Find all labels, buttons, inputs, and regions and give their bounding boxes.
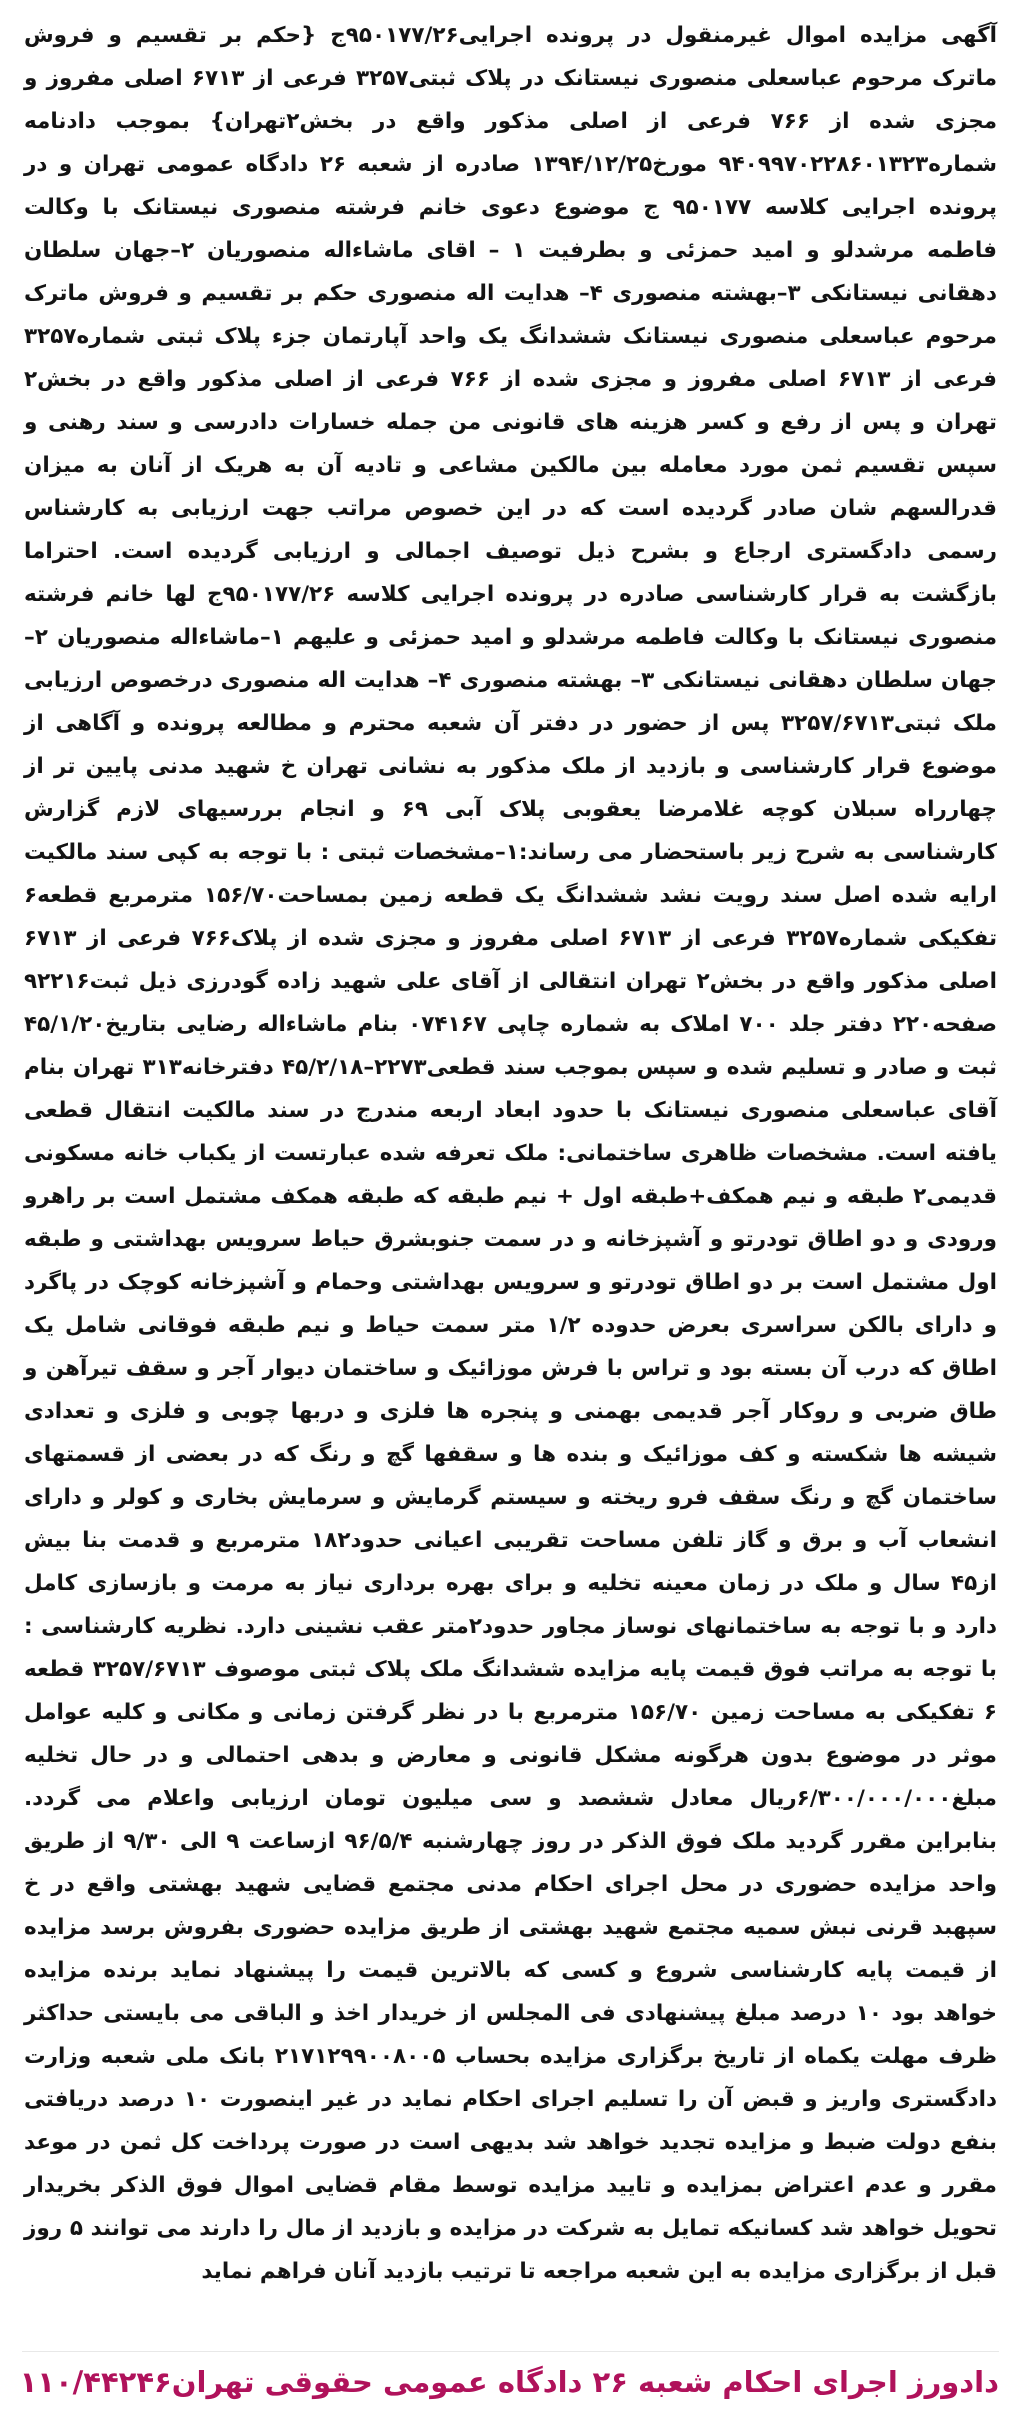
auction-notice	[19, 14, 999, 2410]
signature-row	[19, 2354, 999, 2410]
signature-text: دادورز اجرای احکام شعبه ۲۶ دادگاه عمومی حقوقی تهران	[171, 2365, 999, 2399]
divider	[22, 2351, 999, 2352]
reference-number: ۱۱۰/۴۴۲۴۶	[19, 2365, 172, 2399]
notice-body-text: آگهی مزایده اموال غیرمنقول در پرونده اجرایی۹۵۰۱۷۷/۲۶ج {حکم بر تقسیم و فروش ماترک مرحوم عباسعلی منصوری نیستانک در پلاک ثبتی۳۲۵۷ فرعی از ۶۷۱۳ اصلی مفروز و مجزی شده از ۷۶۶ فرعی از اصلی مذکور واقع در بخش۲تهران} بموجب دادنامه شماره۹۴۰۹۹۷۰۲۲۸۶۰۱۳۲۳ مورخ۱۳۹۴/۱۲/۲۵ صادره از شعبه ۲۶ دادگاه عمومی تهران و در پرونده اجرایی کلاسه ۹۵۰۱۷۷ ج موضوع دعوی خانم فرشته منصوری نیستانک با وکالت فاطمه مرشدلو و امید حمزئی و بطرفیت ۱ – اقای ماشاءاله منصوریان ۲–جهان سلطان دهقانی نیستانکی ۳–بهشته منصوری ۴– هدایت اله منصوری حکم بر تقسیم و فروش ماترک مرحوم عباسعلی منصوری نیستانک ششدانگ یک واحد آپارتمان جزء پلاک ثبتی شماره۳۲۵۷ فرعی از ۶۷۱۳ اصلی مفروز و مجزی شده از ۷۶۶ فرعی از اصلی مذکور واقع در بخش۲ تهران و پس از رفع و کسر هزینه های قانونی من جمله خسارات دادرسی و سند رهنی و سپس تقسیم ثمن مورد معامله بین مالکین مشاعی و تادیه آن به هریک از آنان به میزان قدرالسهم شان صادر گردیده است که در این خصوص مراتب جهت ارزیابی به کارشناس رسمی دادگستری ارجاع و بشرح ذیل توصیف اجمالی و ارزیابی گردیده است. احتراما بازگشت به قرار کارشناسی صادره در پرونده اجرایی کلاسه ۹۵۰۱۷۷/۲۶ج لها خانم فرشته منصوری نیستانک با وکالت فاطمه مرشدلو و امید حمزئی و علیهم ۱–ماشاءاله منصوریان ۲– جهان سلطان دهقانی نیستانکی ۳– بهشته منصوری ۴– هدایت اله منصوری درخصوص ارزیابی ملک ثبتی۳۲۵۷/۶۷۱۳ پس از حضور در دفتر آن شعبه محترم و مطالعه پرونده و آگاهی از موضوع قرار کارشناسی و بازدید از ملک مذکور به نشانی تهران خ شهید مدنی پایین تر از چهارراه سبلان کوچه غلامرضا یعقوبی پلاک آبی ۶۹ و انجام بررسیهای لازم گزارش کارشناسی به شرح زیر باستحضار می رساند:۱–مشخصات ثبتی : با توجه به کپی سند مالکیت ارایه شده اصل سند رویت نشد ششدانگ یک قطعه زمین بمساحت۱۵۶/۷۰ مترمربع قطعه۶ تفکیکی شماره۳۲۵۷ فرعی از ۶۷۱۳ اصلی مفروز و مجزی شده از پلاک۷۶۶ فرعی از ۶۷۱۳ اصلی مذکور واقع در بخش۲ تهران انتقالی از آقای علی شهید زاده گودرزی ذیل ثبت۹۲۲۱۶ صفحه۲۲۰ دفتر جلد ۷۰۰ املاک به شماره چاپی ۰۷۴۱۶۷ بنام ماشاءاله رضایی بتاریخ۴۵/۱/۲۰ ثبت و صادر و تسلیم شده و سپس بموجب سند قطعی۲۲۷۳–۴۵/۲/۱۸ دفترخانه۳۱۳ تهران بنام آقای عباسعلی منصوری نیستانک با حدود ابعاد اربعه مندرج در سند مالکیت انتقال قطعی یافته است. مشخصات ظاهری ساختمانی: ملک تعرفه شده عبارتست از یکباب خانه مسکونی قدیمی۲ طبقه و نیم همکف+طبقه اول + نیم طبقه که طبقه همکف مشتمل است بر راهرو ورودی و دو اطاق تودرتو و آشپزخانه و در سمت جنوبشرق حیاط سرویس بهداشتی و طبقه اول مشتمل است بر دو اطاق تودرتو و سرویس بهداشتی وحمام و آشپزخانه کوچک در پاگرد و دارای بالکن سراسری بعرض حدوده ۱/۲ متر سمت حیاط و نیم طبقه فوقانی شامل یک اطاق که درب آن بسته بود و تراس با فرش موزائیک و ساختمان دیوار آجر و سقف تیرآهن و طاق ضربی و روکار آجر قدیمی بهمنی و پنجره ها فلزی و دربها چوبی و فلزی و تعدادی شیشه ها شکسته و کف موزائیک و بنده ها و سقفها گچ و رنگ که در بعضی از قسمتهای ساختمان گچ و رنگ سقف فرو ریخته و سیستم گرمایش و سرمایش بخاری و کولر و دارای انشعاب آب و برق و گاز تلفن مساحت تقریبی اعیانی حدود۱۸۲ مترمربع و قدمت بنا بیش از۴۵ سال و ملک در زمان معینه تخلیه و برای بهره برداری نیاز به مرمت و بازسازی کامل دارد و با توجه به ساختمانهای نوساز مجاور حدود۲متر عقب نشینی دارد. نظریه کارشناسی : با توجه به مراتب فوق قیمت پایه مزایده ششدانگ ملک پلاک ثبتی موصوف ۳۲۵۷/۶۷۱۳ قطعه ۶ تفکیکی به مساحت زمین ۱۵۶/۷۰ مترمربع با در نظر گرفتن زمانی و مکانی و کلیه عوامل موثر در موضوع بدون هرگونه مشکل قانونی و معارض و بدهی احتمالی و در حال تخلیه مبلغ۶/۳۰۰/۰۰۰/۰۰۰ریال معادل ششصد و سی میلیون تومان ارزیابی واعلام می گردد. بنابراین مقرر گردید ملک فوق الذکر در روز چهارشنبه ۹۶/۵/۴ ازساعت ۹ الی ۹/۳۰ از طریق واحد مزایده حضوری در محل اجرای احکام مدنی مجتمع قضایی شهید بهشتی واقع در خ سپهبد قرنی نبش سمیه مجتمع شهید بهشتی از طریق مزایده حضوری بفروش برسد مزایده از قیمت پایه کارشناسی شروع و کسی که بالاترین قیمت را پیشنهاد نماید برنده مزایده خواهد بود ۱۰ درصد مبلغ پیشنهادی فی المجلس از خریدار اخذ و الباقی می بایستی حداکثر ظرف مهلت یکماه از تاریخ برگزاری مزایده بحساب ۲۱۷۱۲۹۹۰۰۸۰۰۵ بانک ملی شعبه وزارت دادگستری واریز و قبض آن را تسلیم اجرای احکام نماید در غیر اینصورت ۱۰ درصد دریافتی بنفع دولت ضبط و مزایده تجدید خواهد شد بدیهی است در صورت پرداخت کل ثمن در موعد مقرر و عدم اعتراض بمزایده و تایید مزایده توسط مقام قضایی اموال فوق الذکر بخریدار تحویل خواهد شد کسانیکه تمایل به شرکت در مزایده و بازدید از مال را دارند می توانند ۵ روز قبل از برگزاری مزایده به این شعبه مراجعه تا ترتیب بازدید آنان فراهم نماید	[24, 23, 998, 2284]
